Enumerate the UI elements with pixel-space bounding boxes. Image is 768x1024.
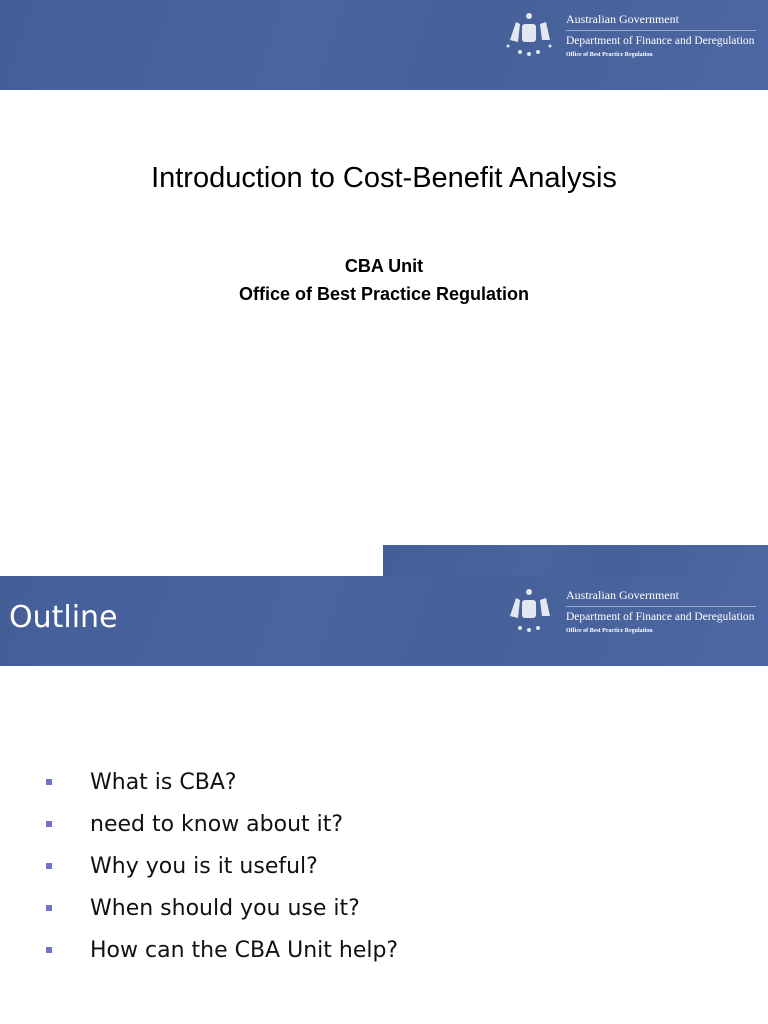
list-item <box>46 925 398 975</box>
slide1-title: Introduction to Cost-Benefit Analysis <box>151 162 617 194</box>
gov-logo <box>500 10 756 60</box>
bullet-text: What is CBA? <box>90 769 237 795</box>
coat-of-arms-icon <box>500 10 558 60</box>
bullet-square-icon <box>46 863 52 869</box>
bullet-square-icon <box>46 905 52 911</box>
coat-of-arms-icon <box>500 586 558 636</box>
logo-line3: Office of Best Practice Regulation <box>566 628 653 634</box>
bullet-text: need to know about it? <box>90 811 344 837</box>
logo-line1: Australian Government <box>566 12 756 31</box>
slide1-subtitle-office: Office of Best Practice Regulation <box>238 284 530 304</box>
logo-line2: Department of Finance and Deregulation <box>566 35 755 47</box>
bullet-text: Why you is it useful? <box>90 853 318 879</box>
bullet-text: When should you use it? <box>90 895 360 921</box>
logo-line2: Department of Finance and Deregulation <box>566 611 755 623</box>
gov-logo-2 <box>500 586 756 636</box>
slide2-title: Outline <box>9 600 118 635</box>
slide1-subtitle-unit: CBA Unit <box>344 256 424 276</box>
logo-line1: Australian Government <box>566 588 756 607</box>
bullet-square-icon <box>46 821 52 827</box>
outline-list <box>46 765 398 975</box>
bullet-text: How can the CBA Unit help? <box>90 937 399 963</box>
slide2-header-band-top <box>383 545 768 577</box>
logo-line3: Office of Best Practice Regulation <box>566 52 653 58</box>
bullet-square-icon <box>46 947 52 953</box>
bullet-square-icon <box>46 779 52 785</box>
